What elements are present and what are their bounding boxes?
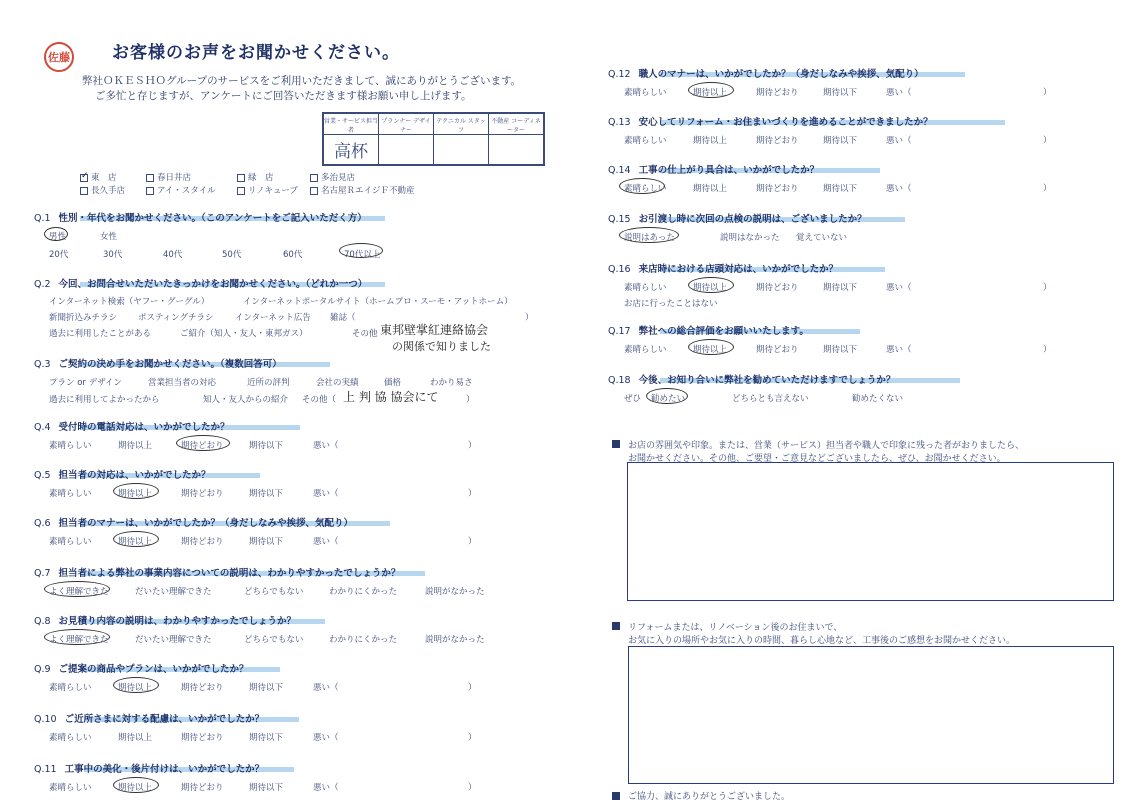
q8-option-3[interactable]: わかりにくかった bbox=[329, 635, 398, 645]
seal-stamp: 佐藤 bbox=[44, 42, 74, 72]
q4-text: Q.4 受付時の電話対応は、いかがでしたか？ bbox=[34, 422, 230, 433]
store-checkbox-realestate[interactable]: 名古屋ＲエイジＦ不動産 bbox=[310, 184, 415, 196]
q7-option-3[interactable]: わかりにくかった bbox=[329, 587, 398, 597]
q10-option-4[interactable]: 悪い（ bbox=[313, 733, 339, 743]
q3-opt-referral[interactable]: 知人・友人からの紹介 bbox=[203, 395, 289, 405]
q1-age-20[interactable]: 20代 bbox=[49, 250, 69, 260]
q16-option-4[interactable]: 悪い（ bbox=[886, 283, 912, 293]
bullet-square-icon bbox=[612, 792, 620, 800]
page-title: お客様のお声をお聞かせください。 bbox=[112, 43, 400, 63]
q3-opt-other[interactable]: その他（ bbox=[302, 395, 337, 405]
comment1-label-line1: お店の雰囲気や印象。または、営業（サービス）担当者や職人で印象に残った者がおりましたら、 bbox=[628, 441, 1025, 451]
q12-text: Q.12 職人のマナーは、いかがでしたか？（身だしなみや挨拶、気配り） bbox=[608, 69, 924, 80]
store-checkbox-istyle[interactable]: アイ・スタイル bbox=[146, 184, 216, 196]
q7-option-4[interactable]: 説明がなかった bbox=[425, 587, 485, 597]
q18-option-0[interactable]: ぜひ bbox=[624, 394, 642, 404]
q14-option-3[interactable]: 期待以下 bbox=[823, 184, 858, 194]
q13-option-1[interactable]: 期待以上 bbox=[693, 136, 728, 146]
answer-circle bbox=[44, 581, 110, 597]
q1-age-40[interactable]: 40代 bbox=[163, 250, 183, 260]
q11-option-0[interactable]: 素晴らしい bbox=[49, 783, 92, 793]
q8-option-2[interactable]: どちらでもない bbox=[244, 635, 304, 645]
q12-option-5: ） bbox=[1043, 88, 1052, 98]
q3-opt-track[interactable]: 会社の実績 bbox=[316, 378, 359, 388]
q13-option-5: ） bbox=[1043, 136, 1052, 146]
staff-table bbox=[322, 112, 545, 166]
q6-option-3[interactable]: 期待以下 bbox=[249, 537, 284, 547]
comment2-textarea[interactable] bbox=[628, 646, 1114, 784]
q5-option-5: ） bbox=[468, 489, 477, 499]
comment2-label-line2: お気に入りの場所やお気に入りの時間、暮らし心地など、工事後のご感想をお聞かせください。 bbox=[628, 636, 1016, 646]
q14-text: Q.14 工事の仕上がり具合は、いかがでしたか？ bbox=[608, 165, 820, 176]
q13-option-3[interactable]: 期待以下 bbox=[823, 136, 858, 146]
q2-text: Q.2 今回、お問合せいただいたきっかけをお聞かせください。（どれか一つ） bbox=[34, 279, 368, 290]
q16-option-5: ） bbox=[1043, 283, 1052, 293]
q7-option-1[interactable]: だいたい理解できた bbox=[135, 587, 212, 597]
q18-option-3[interactable]: 勧めたくない bbox=[852, 394, 904, 404]
q13-option-0[interactable]: 素晴らしい bbox=[624, 136, 667, 146]
q4-option-3[interactable]: 期待以下 bbox=[249, 441, 284, 451]
q3-handwritten[interactable]: 上 判 協 協会にて bbox=[343, 390, 439, 404]
q16-option-2[interactable]: 期待どおり bbox=[756, 283, 799, 293]
q10-option-3[interactable]: 期待以下 bbox=[249, 733, 284, 743]
q9-option-5: ） bbox=[468, 683, 477, 693]
q1-age-70plus[interactable]: 70代以上 bbox=[344, 250, 381, 260]
q14-option-0[interactable]: 素晴らしい bbox=[624, 184, 667, 194]
q13-option-4[interactable]: 悪い（ bbox=[886, 136, 912, 146]
answer-circle bbox=[113, 483, 159, 499]
answer-circle bbox=[688, 277, 734, 293]
q18-option-1[interactable]: 勧めたい bbox=[651, 394, 686, 404]
q9-option-3[interactable]: 期待以下 bbox=[249, 683, 284, 693]
q12-option-4[interactable]: 悪い（ bbox=[886, 88, 912, 98]
q2-opt-other[interactable]: その他 bbox=[352, 329, 378, 339]
q8-text: Q.8 お見積り内容の説明は、わかりやすかったでしょうか？ bbox=[34, 616, 297, 627]
q10-option-1[interactable]: 期待以上 bbox=[118, 733, 153, 743]
q17-option-4[interactable]: 悪い（ bbox=[886, 345, 912, 355]
q17-option-2[interactable]: 期待どおり bbox=[756, 345, 799, 355]
bullet-square-icon bbox=[612, 440, 620, 448]
q4-option-0[interactable]: 素晴らしい bbox=[49, 441, 92, 451]
q2-opt-search[interactable]: インターネット検索（ヤフー・グーグル） bbox=[49, 297, 210, 307]
answer-circle bbox=[44, 227, 68, 241]
q15-option-1[interactable]: 説明はなかった bbox=[720, 233, 780, 243]
q11-option-4[interactable]: 悪い（ bbox=[313, 783, 339, 793]
q11-option-3[interactable]: 期待以下 bbox=[249, 783, 284, 793]
staff-planner-name[interactable] bbox=[379, 135, 434, 165]
q5-option-2[interactable]: 期待どおり bbox=[181, 489, 224, 499]
answer-circle bbox=[113, 677, 159, 693]
staff-header-technical: テクニカル スタッフ bbox=[434, 114, 489, 135]
q8-option-4[interactable]: 説明がなかった bbox=[425, 635, 485, 645]
q6-option-2[interactable]: 期待どおり bbox=[181, 537, 224, 547]
q5-text: Q.5 担当者の対応は、いかがでしたか？ bbox=[34, 470, 211, 481]
q17-text: Q.17 弊社への総合評価をお願いいたします。 bbox=[608, 326, 809, 337]
q5-option-0[interactable]: 素晴らしい bbox=[49, 489, 92, 499]
q16-extra-option[interactable]: お店に行ったことはない bbox=[624, 299, 718, 309]
q15-option-0[interactable]: 説明はあった bbox=[624, 233, 675, 243]
staff-header-sales: 営業・サービス担当者 bbox=[324, 114, 379, 135]
staff-realestate-name[interactable] bbox=[489, 135, 544, 165]
answer-circle bbox=[113, 531, 159, 547]
q17-option-3[interactable]: 期待以下 bbox=[823, 345, 858, 355]
q3-opt-plan[interactable]: プラン or デザイン bbox=[49, 378, 123, 388]
q18-option-2[interactable]: どちらとも言えない bbox=[732, 394, 809, 404]
q7-text: Q.7 担当者による弊社の事業内容についての説明は、わかりやすかったでしょうか？ bbox=[34, 568, 401, 579]
answer-circle bbox=[44, 629, 110, 645]
staff-header-realestate: 不動産 コーディネーター bbox=[489, 114, 544, 135]
answer-circle bbox=[646, 388, 688, 404]
q9-option-4[interactable]: 悪い（ bbox=[313, 683, 339, 693]
q1-gender-female[interactable]: 女性 bbox=[100, 232, 118, 242]
store-checkbox-kasugai[interactable]: 春日井店 bbox=[146, 171, 191, 183]
q6-option-4[interactable]: 悪い（ bbox=[313, 537, 339, 547]
q18-text: Q.18 今後、お知り合いに弊社を勧めていただけますでしょうか？ bbox=[608, 375, 896, 386]
q9-option-2[interactable]: 期待どおり bbox=[181, 683, 224, 693]
q4-option-1[interactable]: 期待以上 bbox=[118, 441, 153, 451]
q15-text: Q.15 お引渡し時に次回の点検の説明は、ございましたか？ bbox=[608, 214, 867, 225]
q1-age-60[interactable]: 60代 bbox=[283, 250, 303, 260]
comment2-label-line1: リフォームまたは、リノベーション後のお住まいで、 bbox=[628, 623, 843, 633]
staff-technical-name[interactable] bbox=[434, 135, 489, 165]
answer-circle bbox=[619, 227, 679, 243]
q15-option-2[interactable]: 覚えていない bbox=[796, 233, 848, 243]
answer-circle bbox=[176, 435, 230, 451]
q2-opt-adv[interactable]: インターネット広告 bbox=[235, 313, 311, 323]
comment1-label-line2: お聞かせください。その他、ご要望・ご意見などございましたら、ぜひ、お聞かせください。 bbox=[628, 454, 1006, 464]
bullet-square-icon bbox=[612, 622, 620, 630]
answer-circle bbox=[339, 243, 383, 258]
q4-option-5: ） bbox=[468, 441, 477, 451]
q2-opt-past-use[interactable]: 過去に利用したことがある bbox=[49, 329, 152, 339]
q3-opt-reputation[interactable]: 近所の評判 bbox=[247, 378, 290, 388]
q3-opt-clarity[interactable]: わかり易さ bbox=[430, 378, 473, 388]
answer-circle bbox=[688, 82, 734, 98]
q11-option-1[interactable]: 期待以上 bbox=[118, 783, 153, 793]
q10-option-0[interactable]: 素晴らしい bbox=[49, 733, 92, 743]
q14-option-2[interactable]: 期待どおり bbox=[756, 184, 799, 194]
q13-text: Q.13 安心してリフォーム・お住まいづくりを進めることができましたか？ bbox=[608, 117, 933, 128]
q10-text: Q.10 ご近所さまに対する配慮は、いかがでしたか？ bbox=[34, 714, 265, 725]
q10-option-2[interactable]: 期待どおり bbox=[181, 733, 224, 743]
intro-line-2: ご多忙と存じますが、アンケートにご回答いただきます様お願い申し上げます。 bbox=[95, 90, 472, 102]
q14-option-1[interactable]: 期待以上 bbox=[693, 184, 728, 194]
intro-line-1: 弊社ＯＫＥＳＨＯグループのサービスをご利用いただきまして、誠にありがとうございます。 bbox=[82, 75, 522, 87]
store-checkbox-renocube[interactable]: リノキューブ bbox=[237, 184, 298, 196]
q11-option-2[interactable]: 期待どおり bbox=[181, 783, 224, 793]
q5-option-4[interactable]: 悪い（ bbox=[313, 489, 339, 499]
q2-handwritten-1[interactable]: 東邦壁掌紅連絡協会 bbox=[380, 323, 489, 337]
q13-option-2[interactable]: 期待どおり bbox=[756, 136, 799, 146]
answer-circle bbox=[688, 339, 734, 355]
q1-gender-male[interactable]: 男性 bbox=[49, 232, 67, 242]
q9-option-0[interactable]: 素晴らしい bbox=[49, 683, 92, 693]
q14-option-4[interactable]: 悪い（ bbox=[886, 184, 912, 194]
store-checkbox-higashi[interactable]: ✓東 店 bbox=[80, 171, 117, 183]
q5-option-1[interactable]: 期待以上 bbox=[118, 489, 153, 499]
q1-age-30[interactable]: 30代 bbox=[103, 250, 123, 260]
q3-text: Q.3 ご契約の決め手をお聞かせください。（複数回答可） bbox=[34, 359, 282, 370]
q2-handwritten-2[interactable]: の関係で知りました bbox=[392, 340, 491, 353]
footer-thanks: ご協力、誠にありがとうございました。 bbox=[628, 792, 791, 802]
q17-option-1[interactable]: 期待以上 bbox=[693, 345, 728, 355]
q2-opt-magazine[interactable]: 雑誌（ bbox=[330, 313, 356, 323]
q12-option-3[interactable]: 期待以下 bbox=[823, 88, 858, 98]
q12-option-1[interactable]: 期待以上 bbox=[693, 88, 728, 98]
q2-opt-newspaper[interactable]: 新聞折込みチラシ bbox=[49, 313, 118, 323]
q2-opt-referral[interactable]: ご紹介（知人・友人・東邦ガス） bbox=[180, 329, 308, 339]
staff-header-planner: プランナー デザイナー bbox=[379, 114, 434, 135]
q5-option-3[interactable]: 期待以下 bbox=[249, 489, 284, 499]
q1-text: Q.1 性別・年代をお聞かせください。（このアンケートをご記入いただく方） bbox=[34, 213, 367, 224]
q14-option-5: ） bbox=[1043, 184, 1052, 194]
answer-circle bbox=[619, 178, 665, 194]
checkbox-checked-icon bbox=[80, 174, 88, 182]
q6-option-1[interactable]: 期待以上 bbox=[118, 537, 153, 547]
store-checkbox-midori[interactable]: 緑 店 bbox=[237, 171, 274, 183]
store-checkbox-nagakute[interactable]: 長久手店 bbox=[80, 184, 125, 196]
comment1-textarea[interactable] bbox=[627, 462, 1114, 601]
q11-text: Q.11 工事中の美化・後片付けは、いかがでしたか？ bbox=[34, 764, 265, 775]
q9-option-1[interactable]: 期待以上 bbox=[118, 683, 153, 693]
q4-option-4[interactable]: 悪い（ bbox=[313, 441, 339, 451]
q6-option-0[interactable]: 素晴らしい bbox=[49, 537, 92, 547]
q3-opt-sales[interactable]: 営業担当者の対応 bbox=[148, 378, 217, 388]
q8-option-1[interactable]: だいたい理解できた bbox=[135, 635, 212, 645]
staff-sales-name[interactable]: 高杯 bbox=[324, 135, 379, 165]
q11-option-5: ） bbox=[468, 783, 477, 793]
answer-circle bbox=[113, 777, 159, 793]
q3-opt-other-close: ） bbox=[466, 395, 475, 405]
q6-text: Q.6 担当者のマナーは、いかがでしたか？（身だしなみや挨拶、気配り） bbox=[34, 518, 354, 529]
q2-opt-posting[interactable]: ポスティングチラシ bbox=[138, 313, 214, 323]
q16-option-3[interactable]: 期待以下 bbox=[823, 283, 858, 293]
q8-option-0[interactable]: よく理解できた bbox=[49, 635, 109, 645]
q16-option-1[interactable]: 期待以上 bbox=[693, 283, 728, 293]
q7-option-0[interactable]: よく理解できた bbox=[49, 587, 109, 597]
q2-opt-portal[interactable]: インターネットポータルサイト（ホームプロ・スーモ・アットホーム） bbox=[243, 297, 513, 307]
q3-opt-past-good[interactable]: 過去に利用してよかったから bbox=[49, 395, 160, 405]
q7-option-2[interactable]: どちらでもない bbox=[244, 587, 304, 597]
q3-opt-price[interactable]: 価格 bbox=[384, 378, 402, 388]
q12-option-0[interactable]: 素晴らしい bbox=[624, 88, 667, 98]
q17-option-0[interactable]: 素晴らしい bbox=[624, 345, 667, 355]
q1-age-50[interactable]: 50代 bbox=[222, 250, 242, 260]
q16-option-0[interactable]: 素晴らしい bbox=[624, 283, 667, 293]
q16-text: Q.16 来店時における店頭対応は、いかがでしたか？ bbox=[608, 264, 839, 275]
q10-option-5: ） bbox=[468, 733, 477, 743]
q2-opt-magazine-close: ） bbox=[525, 313, 534, 323]
q4-option-2[interactable]: 期待どおり bbox=[181, 441, 224, 451]
q12-option-2[interactable]: 期待どおり bbox=[756, 88, 799, 98]
q6-option-5: ） bbox=[468, 537, 477, 547]
q9-text: Q.9 ご提案の商品やプランは、いかがでしたか？ bbox=[34, 664, 249, 675]
q17-option-5: ） bbox=[1043, 345, 1052, 355]
store-checkbox-tajimi[interactable]: 多治見店 bbox=[310, 171, 355, 183]
